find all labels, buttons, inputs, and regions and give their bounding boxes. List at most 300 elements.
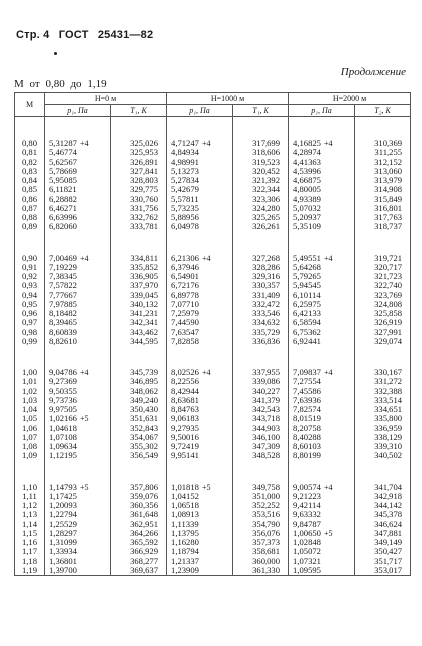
pressure-cell <box>167 368 233 377</box>
temperature-value: 348,528 <box>233 451 289 460</box>
pressure-value: 8,22556 <box>171 377 199 387</box>
temperature-value: 364,266 <box>111 529 167 538</box>
pressure-value: 4,41363 <box>293 157 321 167</box>
pressure-cell <box>167 547 233 556</box>
temperature-value: 331,272 <box>355 377 411 386</box>
temperature-value: 335,729 <box>233 328 289 337</box>
pressure-cell <box>45 300 111 309</box>
temperature-value: 324,808 <box>355 300 411 309</box>
block-spacer <box>15 461 411 483</box>
pressure-cell <box>45 148 111 157</box>
pressure-cell <box>167 405 233 414</box>
pressure-value: 5,31287 <box>49 139 77 148</box>
table-row <box>15 300 411 309</box>
mach-value: 1,09 <box>15 451 45 460</box>
temperature-value: 369,637 <box>111 566 167 576</box>
pressure-value: 9,27935 <box>171 423 199 433</box>
spacer-cell <box>355 117 411 140</box>
pressure-cell <box>167 213 233 222</box>
pressure-cell <box>289 414 355 423</box>
temperature-value: 339,045 <box>111 291 167 300</box>
pressure-cell <box>167 424 233 433</box>
temperature-value: 353,017 <box>355 566 411 576</box>
pressure-cell <box>289 272 355 281</box>
pressure-value: 5,57811 <box>171 194 199 204</box>
temperature-value: 349,240 <box>111 396 167 405</box>
temperature-value: 332,472 <box>233 300 289 309</box>
pressure-cell <box>167 263 233 272</box>
pressure-value: 1,13795 <box>171 528 199 538</box>
pressure-value: 6,89778 <box>171 290 199 300</box>
pressure-value: 8,82610 <box>49 336 77 346</box>
mach-value: 1,12 <box>15 501 45 510</box>
table-row <box>15 492 411 501</box>
pressure-cell <box>289 204 355 213</box>
pressure-value: 7,07710 <box>171 299 199 309</box>
spacer-cell <box>167 117 233 140</box>
pressure-value: 6,42133 <box>293 309 321 318</box>
pressure-value: 1,22794 <box>49 510 77 520</box>
mach-value: 0,94 <box>15 291 45 300</box>
temperature-value: 328,286 <box>233 263 289 272</box>
mach-value: 1,04 <box>15 405 45 414</box>
pressure-cell <box>45 424 111 433</box>
pressure-cell <box>45 158 111 167</box>
pressure-cell <box>289 148 355 157</box>
table-row <box>15 254 411 263</box>
pressure-value: 4,84934 <box>171 148 199 158</box>
pressure-value: 8,39465 <box>49 318 77 328</box>
temperature-value: 318,737 <box>355 222 411 231</box>
pressure-value: 6,11821 <box>49 185 77 195</box>
pressure-value: 8,01519 <box>293 414 321 424</box>
pressure-cell <box>45 483 111 492</box>
table-row <box>15 405 411 414</box>
table-row <box>15 557 411 566</box>
temperature-value: 351,000 <box>233 492 289 501</box>
pressure-value: 7,63547 <box>171 327 199 337</box>
pressure-exponent: +4 <box>201 139 211 148</box>
pressure-cell <box>167 300 233 309</box>
pressure-cell <box>289 254 355 263</box>
pressure-cell <box>289 281 355 290</box>
pressure-value: 9,42114 <box>293 501 321 510</box>
pressure-value: 7,82574 <box>293 405 321 414</box>
range-from-word: от <box>29 78 40 90</box>
temperature-value: 332,762 <box>111 213 167 222</box>
temperature-value: 350,430 <box>111 405 167 414</box>
pressure-value: 6,37946 <box>171 262 199 272</box>
pressure-value: 1,21337 <box>171 556 199 566</box>
pressure-cell <box>167 538 233 547</box>
group-header-1: H=0 м <box>45 93 167 105</box>
pressure-cell <box>167 139 233 148</box>
temperature-value: 346,895 <box>111 377 167 386</box>
pressure-cell <box>45 396 111 405</box>
pressure-cell <box>167 510 233 519</box>
temperature-value: 342,918 <box>355 492 411 501</box>
table-row <box>15 158 411 167</box>
mach-value: 0,88 <box>15 213 45 222</box>
pressure-cell <box>45 195 111 204</box>
pressure-cell <box>45 377 111 386</box>
pressure-cell <box>289 167 355 176</box>
temperature-value: 322,344 <box>233 185 289 194</box>
temperature-value: 362,951 <box>111 520 167 529</box>
spacer-cell <box>167 461 233 483</box>
group-header-3: H=2000 м <box>289 93 411 105</box>
temperature-value: 325,265 <box>233 213 289 222</box>
temperature-value: 360,000 <box>233 557 289 566</box>
pressure-value: 6,75362 <box>293 327 321 337</box>
pressure-cell <box>289 433 355 442</box>
ink-dot <box>54 52 57 55</box>
pressure-value: 6,63996 <box>49 213 77 222</box>
continuation-label: Продолжение <box>340 66 406 78</box>
pressure-cell <box>45 309 111 318</box>
pressure-value: 5,13273 <box>171 166 199 176</box>
temperature-value: 349,758 <box>233 483 289 492</box>
temperature-value: 334,632 <box>233 318 289 327</box>
table-row <box>15 148 411 157</box>
pressure-value: 1,07321 <box>293 556 321 566</box>
pressure-cell <box>45 520 111 529</box>
pressure-value: 4,53996 <box>293 166 321 176</box>
mach-value: 0,80 <box>15 139 45 148</box>
pressure-value: 7,63936 <box>293 395 321 405</box>
temperature-value: 368,277 <box>111 557 167 566</box>
pressure-cell <box>45 213 111 222</box>
sub-t-header: T₁, К <box>111 105 167 117</box>
temperature-value: 352,843 <box>111 424 167 433</box>
temperature-value: 329,775 <box>111 185 167 194</box>
pressure-cell <box>167 328 233 337</box>
spacer-cell <box>289 461 355 483</box>
mach-value: 0,98 <box>15 328 45 337</box>
temperature-value: 347,309 <box>233 442 289 451</box>
temperature-value: 335,852 <box>111 263 167 272</box>
mach-value: 0,86 <box>15 195 45 204</box>
pressure-cell <box>289 222 355 231</box>
pressure-value: 5,94545 <box>293 281 321 291</box>
temperature-value: 350,427 <box>355 547 411 556</box>
temperature-value: 354,790 <box>233 520 289 529</box>
pressure-cell <box>45 281 111 290</box>
atmosphere-table <box>14 92 411 576</box>
temperature-value: 360,356 <box>111 501 167 510</box>
block-spacer <box>15 232 411 254</box>
pressure-value: 1,20093 <box>49 501 77 510</box>
mach-value: 0,97 <box>15 318 45 327</box>
pressure-value: 1,02166 <box>49 414 77 424</box>
temperature-value: 344,903 <box>233 424 289 433</box>
table-row <box>15 139 411 148</box>
pressure-cell <box>167 337 233 346</box>
table-row <box>15 396 411 405</box>
spacer-cell <box>45 461 111 483</box>
pressure-value: 5,73235 <box>171 203 199 213</box>
range-line <box>14 78 110 90</box>
temperature-value: 357,806 <box>111 483 167 492</box>
pressure-exponent: +4 <box>201 253 211 263</box>
pressure-cell <box>289 510 355 519</box>
pressure-cell <box>45 263 111 272</box>
pressure-cell <box>45 451 111 460</box>
table-row <box>15 318 411 327</box>
pressure-cell <box>289 185 355 194</box>
temperature-value: 325,026 <box>111 139 167 148</box>
table-row <box>15 377 411 386</box>
pressure-value: 5,42679 <box>171 185 199 195</box>
pressure-value: 5,27834 <box>171 176 199 185</box>
temperature-value: 310,369 <box>355 139 411 148</box>
temperature-value: 325,953 <box>111 148 167 157</box>
pressure-value: 1,28297 <box>49 528 77 538</box>
temperature-value: 323,306 <box>233 195 289 204</box>
temperature-value: 327,841 <box>111 167 167 176</box>
temperature-value: 327,991 <box>355 328 411 337</box>
pressure-cell <box>289 176 355 185</box>
group-header-2: H=1000 м <box>167 93 289 105</box>
table-row <box>15 309 411 318</box>
pressure-cell <box>45 538 111 547</box>
spacer-cell <box>289 232 355 254</box>
pressure-value: 6,72176 <box>171 281 199 291</box>
pressure-value: 1,16280 <box>171 538 199 547</box>
pressure-cell <box>45 222 111 231</box>
pressure-cell <box>289 139 355 148</box>
temperature-value: 323,769 <box>355 291 411 300</box>
temperature-value: 347,881 <box>355 529 411 538</box>
pressure-value: 5,62567 <box>49 157 77 167</box>
mach-value: 0,82 <box>15 158 45 167</box>
page-number: Стр. 4 <box>16 29 50 41</box>
pressure-value: 7,09837 <box>293 368 321 377</box>
pressure-value: 1,23909 <box>171 565 199 575</box>
table-row <box>15 291 411 300</box>
temperature-value: 342,543 <box>233 405 289 414</box>
table-row <box>15 263 411 272</box>
pressure-value: 1,04152 <box>171 491 199 501</box>
pressure-cell <box>289 566 355 576</box>
table-row <box>15 451 411 460</box>
temperature-value: 313,979 <box>355 176 411 185</box>
sub-p-header: p₁, Па <box>289 105 355 117</box>
temperature-value: 334,651 <box>355 405 411 414</box>
pressure-cell <box>167 483 233 492</box>
mach-value: 1,01 <box>15 377 45 386</box>
table-row <box>15 272 411 281</box>
pressure-value: 9,73736 <box>49 395 77 405</box>
pressure-value: 4,98991 <box>171 157 199 167</box>
pressure-cell <box>289 520 355 529</box>
spacer-cell <box>233 232 289 254</box>
pressure-cell <box>289 328 355 337</box>
pressure-cell <box>167 529 233 538</box>
temperature-value: 339,086 <box>233 377 289 386</box>
pressure-value: 9,63332 <box>293 510 321 520</box>
pressure-cell <box>45 204 111 213</box>
pressure-cell <box>167 222 233 231</box>
mach-value: 1,05 <box>15 414 45 423</box>
pressure-cell <box>45 337 111 346</box>
pressure-value: 1,31099 <box>49 538 77 547</box>
pressure-value: 5,78669 <box>49 166 77 176</box>
pressure-value: 6,46271 <box>49 203 77 213</box>
temperature-value: 366,929 <box>111 547 167 556</box>
mach-value: 0,93 <box>15 281 45 290</box>
pressure-cell <box>167 254 233 263</box>
pressure-value: 1,09634 <box>49 442 77 451</box>
pressure-cell <box>45 529 111 538</box>
pressure-value: 1,08913 <box>171 510 199 520</box>
pressure-value: 9,97505 <box>49 405 77 414</box>
pressure-value: 7,45586 <box>293 386 321 396</box>
temperature-value: 325,858 <box>355 309 411 318</box>
mach-value: 1,11 <box>15 492 45 501</box>
pressure-value: 6,54901 <box>171 272 199 281</box>
pressure-value: 5,79265 <box>293 272 321 281</box>
temperature-value: 341,704 <box>355 483 411 492</box>
pressure-value: 4,80005 <box>293 185 321 195</box>
spacer-cell <box>45 117 111 140</box>
table-row <box>15 442 411 451</box>
pressure-cell <box>289 557 355 566</box>
temperature-value: 365,592 <box>111 538 167 547</box>
pressure-value: 7,82858 <box>171 336 199 346</box>
temperature-value: 340,502 <box>355 451 411 460</box>
temperature-value: 343,718 <box>233 414 289 423</box>
pressure-value: 8,42944 <box>171 386 199 396</box>
temperature-value: 314,908 <box>355 185 411 194</box>
mach-value: 0,96 <box>15 309 45 318</box>
pressure-cell <box>45 492 111 501</box>
spacer-cell <box>233 117 289 140</box>
pressure-cell <box>45 139 111 148</box>
spacer-cell <box>111 232 167 254</box>
temperature-value: 353,516 <box>233 510 289 519</box>
pressure-exponent: +4 <box>323 139 333 148</box>
pressure-cell <box>45 405 111 414</box>
spacer-cell <box>355 232 411 254</box>
pressure-value: 6,82060 <box>49 222 77 232</box>
pressure-cell <box>45 167 111 176</box>
temperature-value: 346,624 <box>355 520 411 529</box>
pressure-value: 9,50355 <box>49 386 77 396</box>
mach-value: 1,16 <box>15 538 45 547</box>
pressure-cell <box>167 176 233 185</box>
pressure-cell <box>289 547 355 556</box>
spacer-cell <box>355 346 411 368</box>
col-m-header: M <box>15 93 45 117</box>
pressure-value: 6,58594 <box>293 318 321 328</box>
table-row <box>15 368 411 377</box>
spacer-cell <box>15 232 45 254</box>
pressure-cell <box>289 538 355 547</box>
temperature-value: 324,280 <box>233 204 289 213</box>
pressure-cell <box>289 337 355 346</box>
pressure-value: 7,44590 <box>171 318 199 328</box>
pressure-value: 1,05072 <box>293 547 321 557</box>
pressure-value: 1,11339 <box>171 519 199 529</box>
temperature-value: 344,142 <box>355 501 411 510</box>
pressure-value: 4,71247 <box>171 139 199 148</box>
temperature-value: 329,316 <box>233 272 289 281</box>
pressure-value: 1,25529 <box>49 519 77 529</box>
spacer-cell <box>15 461 45 483</box>
mach-value: 1,13 <box>15 510 45 519</box>
standard-label: ГОСТ <box>58 29 89 41</box>
temperature-value: 358,681 <box>233 547 289 556</box>
mach-value: 1,07 <box>15 433 45 442</box>
pressure-cell <box>167 158 233 167</box>
temperature-value: 342,341 <box>111 318 167 327</box>
pressure-cell <box>45 547 111 556</box>
temperature-value: 351,631 <box>111 414 167 423</box>
pressure-value: 5,07032 <box>293 203 321 213</box>
pressure-cell <box>167 520 233 529</box>
pressure-value: 6,25975 <box>293 299 321 309</box>
pressure-exponent: +5 <box>323 528 333 538</box>
mach-value: 0,92 <box>15 272 45 281</box>
temperature-value: 331,756 <box>111 204 167 213</box>
temperature-value: 319,523 <box>233 158 289 167</box>
pressure-value: 1,02848 <box>293 538 321 547</box>
pressure-value: 1,12195 <box>49 451 77 461</box>
pressure-cell <box>167 377 233 386</box>
pressure-cell <box>289 158 355 167</box>
pressure-value: 9,95141 <box>171 451 199 461</box>
spacer-cell <box>167 232 233 254</box>
temperature-value: 313,060 <box>355 167 411 176</box>
pressure-value: 9,04786 <box>49 368 77 377</box>
pressure-cell <box>167 185 233 194</box>
pressure-value: 8,60103 <box>293 442 321 451</box>
pressure-cell <box>167 566 233 576</box>
pressure-value: 7,19229 <box>49 262 77 272</box>
pressure-value: 1,07108 <box>49 432 77 442</box>
pressure-value: 6,92441 <box>293 336 321 346</box>
temperature-value: 356,076 <box>233 529 289 538</box>
pressure-value: 5,95085 <box>49 176 77 185</box>
temperature-value: 318,606 <box>233 148 289 157</box>
pressure-value: 5,88956 <box>171 213 199 222</box>
pressure-cell <box>289 492 355 501</box>
temperature-value: 317,699 <box>233 139 289 148</box>
pressure-value: 7,57822 <box>49 281 77 291</box>
pressure-cell <box>289 291 355 300</box>
pressure-cell <box>45 254 111 263</box>
pressure-cell <box>289 501 355 510</box>
mach-value: 1,00 <box>15 368 45 377</box>
pressure-value: 6,04978 <box>171 222 199 232</box>
pressure-cell <box>167 492 233 501</box>
table-row <box>15 213 411 222</box>
pressure-cell <box>45 510 111 519</box>
table-row <box>15 433 411 442</box>
pressure-cell <box>45 442 111 451</box>
table-row <box>15 529 411 538</box>
temperature-value: 320,452 <box>233 167 289 176</box>
pressure-value: 5,64268 <box>293 262 321 272</box>
pressure-value: 8,18482 <box>49 309 77 318</box>
block-spacer <box>15 117 411 140</box>
temperature-value: 312,152 <box>355 158 411 167</box>
temperature-value: 341,379 <box>233 396 289 405</box>
temperature-value: 341,231 <box>111 309 167 318</box>
temperature-value: 354,067 <box>111 433 167 442</box>
temperature-value: 343,462 <box>111 328 167 337</box>
